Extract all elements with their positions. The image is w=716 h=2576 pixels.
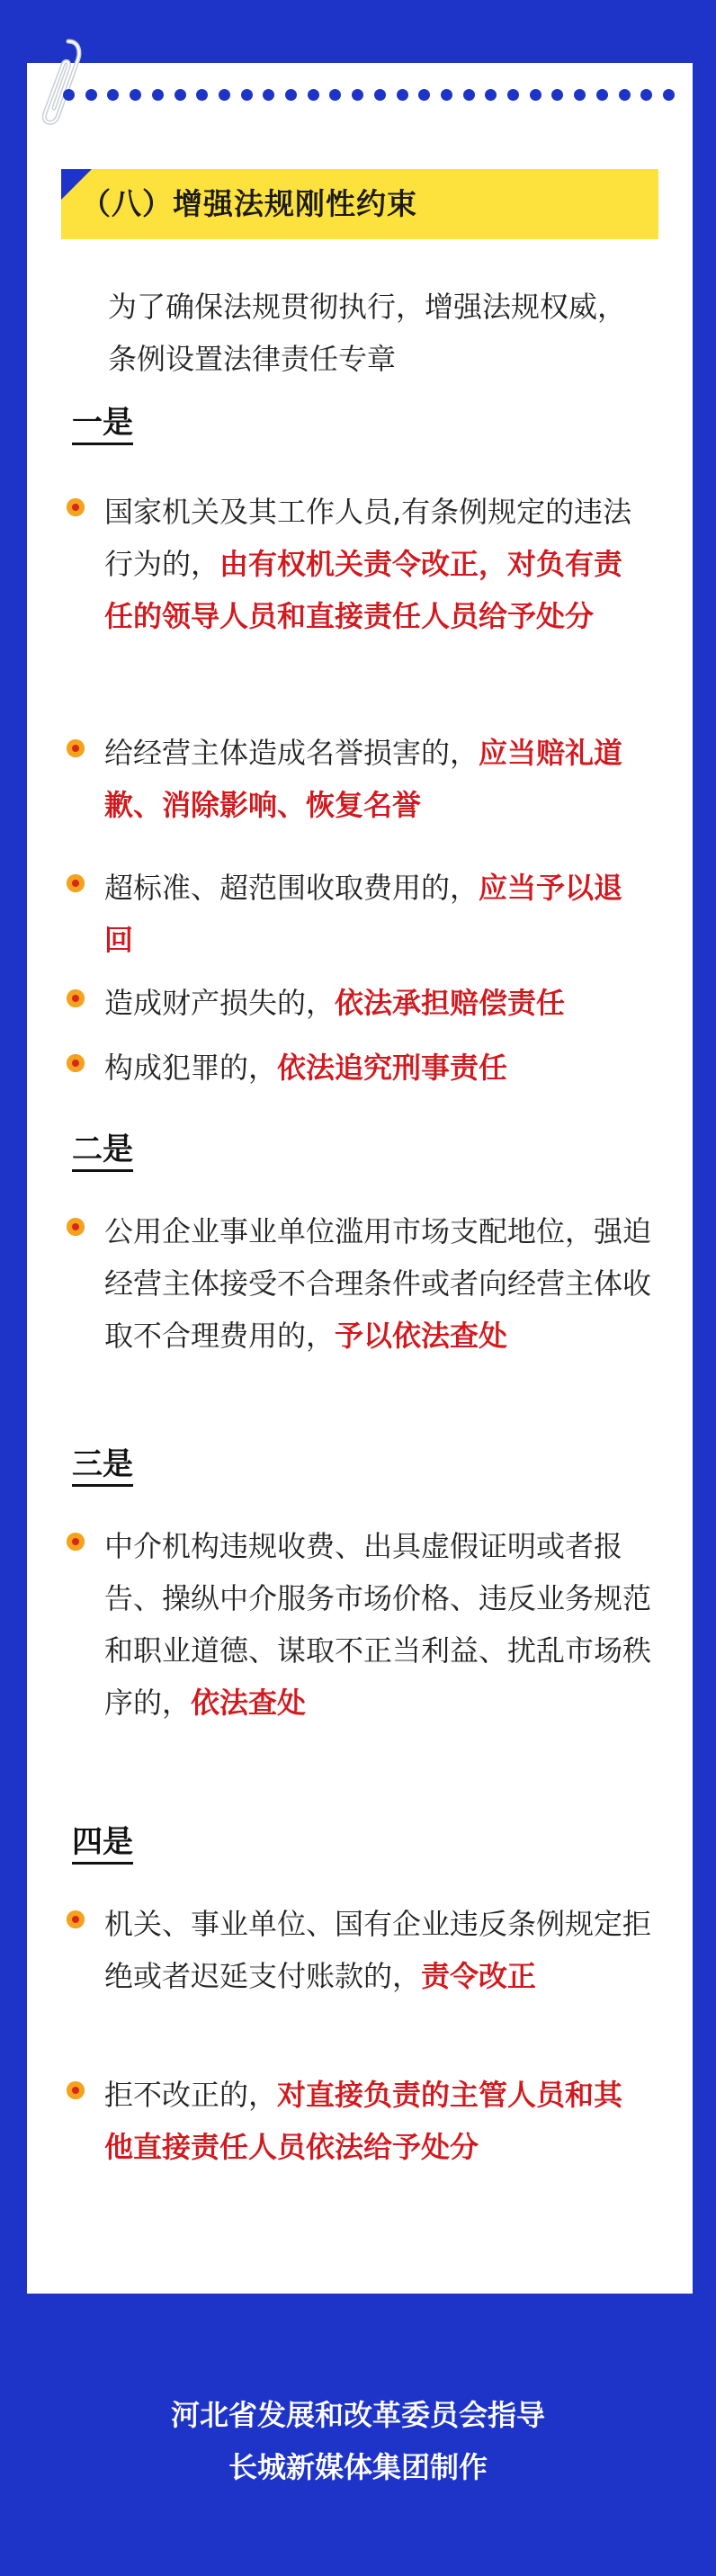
footer-guide: 河北省发展和改革委员会指导 <box>170 2398 545 2432</box>
bullet-icon <box>67 1054 85 1072</box>
footer-producer: 长城新媒体集团制作 <box>228 2450 488 2484</box>
binder-hole <box>285 89 297 101</box>
binder-hole <box>418 89 430 101</box>
section-heading-1: 一是 <box>72 405 133 445</box>
binder-hole <box>530 89 541 101</box>
binder-hole <box>63 89 75 101</box>
binder-hole <box>551 89 563 101</box>
section-heading-3: 三是 <box>72 1446 133 1487</box>
bullet-icon <box>67 739 85 757</box>
bullet-icon <box>67 1910 85 1928</box>
section-heading-2: 二是 <box>72 1131 133 1172</box>
banner-title: （八）增强法规刚性约束 <box>81 186 417 221</box>
binder-hole <box>329 89 341 101</box>
paperclip-icon <box>34 34 88 133</box>
list-item: 公用企业事业单位滥用市场支配地位，强迫经营主体接受不合理条件或者向经营主体收取不合理费用的，予以依法查处 <box>67 1205 651 1362</box>
binder-hole <box>107 89 119 101</box>
list-item: 拒不改正的，对直接负责的主管人员和其他直接责任人员依法给予处分 <box>67 2069 651 2173</box>
bullet-icon <box>67 989 85 1007</box>
bullet-icon <box>67 498 85 516</box>
binder-hole <box>352 89 363 101</box>
list-item: 构成犯罪的，依法追究刑事责任 <box>67 1042 651 1094</box>
binder-hole <box>85 89 97 101</box>
bullet-icon <box>67 2081 85 2099</box>
binder-hole <box>219 89 230 101</box>
binder-hole <box>640 89 652 101</box>
bullet-icon <box>67 874 85 892</box>
binder-hole <box>574 89 586 101</box>
binder-holes <box>63 86 675 103</box>
binder-hole <box>507 89 519 101</box>
binder-hole <box>619 89 631 101</box>
section-heading-4: 四是 <box>72 1824 133 1865</box>
list-item: 国家机关及其工作人员,有条例规定的违法行为的，由有权机关责令改正，对负有责任的领导人员和直接责任人员给予处分 <box>67 486 651 642</box>
binder-hole <box>263 89 274 101</box>
bullet-icon <box>67 1533 85 1551</box>
bullet-icon <box>67 1218 85 1236</box>
list-item: 机关、事业单位、国有企业违反条例规定拒绝或者迟延支付账款的，责令改正 <box>67 1898 651 2002</box>
binder-hole <box>374 89 386 101</box>
binder-hole <box>397 89 408 101</box>
list-item: 造成财产损失的，依法承担赔偿责任 <box>67 977 651 1029</box>
binder-hole <box>463 89 475 101</box>
intro-text: 为了确保法规贯彻执行，增强法规权威，条例设置法律责任专章 <box>108 290 627 376</box>
binder-hole <box>130 89 141 101</box>
binder-hole <box>596 89 608 101</box>
binder-hole <box>663 89 675 101</box>
binder-hole <box>308 89 319 101</box>
binder-hole <box>485 89 497 101</box>
binder-hole <box>441 89 452 101</box>
list-item: 超标准、超范围收取费用的，应当予以退回 <box>67 862 651 966</box>
list-item: 给经营主体造成名誉损害的，应当赔礼道歉、消除影响、恢复名誉 <box>67 727 651 831</box>
binder-hole <box>152 89 164 101</box>
binder-hole <box>196 89 208 101</box>
binder-hole <box>241 89 253 101</box>
binder-hole <box>175 89 186 101</box>
list-item: 中介机构违规收费、出具虚假证明或者报告、操纵中介服务市场价格、违反业务规范和职业道德、谋取不正当利益、扰乱市场秩序的，依法查处 <box>67 1520 651 1729</box>
